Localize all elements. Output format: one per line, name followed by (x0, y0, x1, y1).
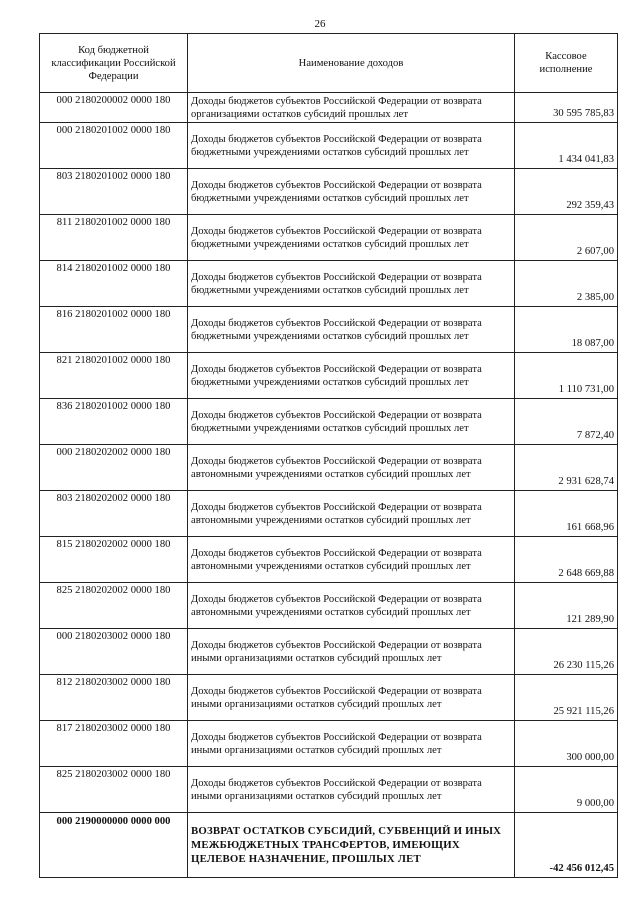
page-number: 26 (314, 18, 326, 30)
row-code: 821 2180201002 0000 180 (40, 353, 188, 399)
row-code: 812 2180203002 0000 180 (40, 675, 188, 721)
row-amount: 25 921 115,26 (515, 675, 618, 721)
row-amount: 26 230 115,26 (515, 629, 618, 675)
table-row (40, 399, 618, 445)
row-amount: 9 000,00 (515, 767, 618, 813)
row-name: Доходы бюджетов субъектов Российской Федерации от возврата иными организациями остатков субсидий прошлых лет (188, 767, 515, 813)
table-row (40, 629, 618, 675)
table-row (40, 123, 618, 169)
row-amount: 2 607,00 (515, 215, 618, 261)
row-code: 803 2180202002 0000 180 (40, 491, 188, 537)
table-row (40, 721, 618, 767)
table-row (40, 583, 618, 629)
row-name: Доходы бюджетов субъектов Российской Федерации от возврата бюджетными учреждениями остатков субсидий прошлых лет (188, 399, 515, 445)
row-amount: 2 931 628,74 (515, 445, 618, 491)
row-name: Доходы бюджетов субъектов Российской Федерации от возврата иными организациями остатков субсидий прошлых лет (188, 675, 515, 721)
row-code: 836 2180201002 0000 180 (40, 399, 188, 445)
total-amount: -42 456 012,45 (515, 813, 618, 878)
total-row (40, 813, 618, 878)
row-name: Доходы бюджетов субъектов Российской Федерации от возврата автономными учреждениями остатков субсидий прошлых лет (188, 537, 515, 583)
row-name: Доходы бюджетов субъектов Российской Федерации от возврата иными организациями остатков субсидий прошлых лет (188, 721, 515, 767)
row-name: Доходы бюджетов субъектов Российской Федерации от возврата автономными учреждениями остатков субсидий прошлых лет (188, 583, 515, 629)
row-name: Доходы бюджетов субъектов Российской Федерации от возврата автономными учреждениями остатков субсидий прошлых лет (188, 491, 515, 537)
row-amount: 161 668,96 (515, 491, 618, 537)
row-code: 825 2180202002 0000 180 (40, 583, 188, 629)
row-amount: 2 648 669,88 (515, 537, 618, 583)
table-row (40, 215, 618, 261)
row-code: 815 2180202002 0000 180 (40, 537, 188, 583)
table-row (40, 261, 618, 307)
row-code: 817 2180203002 0000 180 (40, 721, 188, 767)
table-row (40, 93, 618, 123)
row-amount: 1 110 731,00 (515, 353, 618, 399)
row-name: Доходы бюджетов субъектов Российской Федерации от возврата бюджетными учреждениями остатков субсидий прошлых лет (188, 353, 515, 399)
table-row (40, 767, 618, 813)
row-amount: 121 289,90 (515, 583, 618, 629)
row-code: 811 2180201002 0000 180 (40, 215, 188, 261)
row-code: 816 2180201002 0000 180 (40, 307, 188, 353)
row-name: Доходы бюджетов субъектов Российской Федерации от возврата организациями остатков субсидий прошлых лет (188, 93, 515, 123)
row-name: Доходы бюджетов субъектов Российской Федерации от возврата бюджетными учреждениями остатков субсидий прошлых лет (188, 169, 515, 215)
income-table (39, 33, 618, 878)
table-row (40, 537, 618, 583)
header-code-text: Код бюджетной классификации Российской Федерации (51, 44, 176, 82)
row-amount: 1 434 041,83 (515, 123, 618, 169)
row-code: 000 2180201002 0000 180 (40, 123, 188, 169)
row-name: Доходы бюджетов субъектов Российской Федерации от возврата бюджетными учреждениями остатков субсидий прошлых лет (188, 215, 515, 261)
table-row (40, 491, 618, 537)
table-row (40, 169, 618, 215)
row-code: 000 2180203002 0000 180 (40, 629, 188, 675)
table-row (40, 445, 618, 491)
row-code: 000 2180202002 0000 180 (40, 445, 188, 491)
header-amount (515, 34, 618, 93)
total-name: ВОЗВРАТ ОСТАТКОВ СУБСИДИЙ, СУБВЕНЦИЙ И ИНЫХ МЕЖБЮДЖЕТНЫХ ТРАНСФЕРТОВ, ИМЕЮЩИХ ЦЕЛЕВОЕ НАЗНАЧЕНИЕ, ПРОШЛЫХ ЛЕТ (188, 813, 515, 878)
table-row (40, 353, 618, 399)
row-name: Доходы бюджетов субъектов Российской Федерации от возврата автономными учреждениями остатков субсидий прошлых лет (188, 445, 515, 491)
row-code: 814 2180201002 0000 180 (40, 261, 188, 307)
header-name (188, 34, 515, 93)
header-code (40, 34, 188, 93)
row-amount: 18 087,00 (515, 307, 618, 353)
row-amount: 292 359,43 (515, 169, 618, 215)
table-row (40, 675, 618, 721)
table-row (40, 307, 618, 353)
row-amount: 30 595 785,83 (515, 93, 618, 123)
row-name: Доходы бюджетов субъектов Российской Федерации от возврата иными организациями остатков субсидий прошлых лет (188, 629, 515, 675)
table-header-row (40, 34, 618, 93)
header-name-text: Наименование доходов (298, 57, 404, 69)
row-name: Доходы бюджетов субъектов Российской Федерации от возврата бюджетными учреждениями остатков субсидий прошлых лет (188, 261, 515, 307)
row-code: 825 2180203002 0000 180 (40, 767, 188, 813)
row-amount: 7 872,40 (515, 399, 618, 445)
header-amount-text: Кассовое исполнение (539, 51, 593, 75)
row-amount: 2 385,00 (515, 261, 618, 307)
row-name: Доходы бюджетов субъектов Российской Федерации от возврата бюджетными учреждениями остатков субсидий прошлых лет (188, 123, 515, 169)
total-code: 000 2190000000 0000 000 (40, 813, 188, 878)
row-code: 803 2180201002 0000 180 (40, 169, 188, 215)
row-name: Доходы бюджетов субъектов Российской Федерации от возврата бюджетными учреждениями остатков субсидий прошлых лет (188, 307, 515, 353)
row-code: 000 2180200002 0000 180 (40, 93, 188, 123)
row-amount: 300 000,00 (515, 721, 618, 767)
